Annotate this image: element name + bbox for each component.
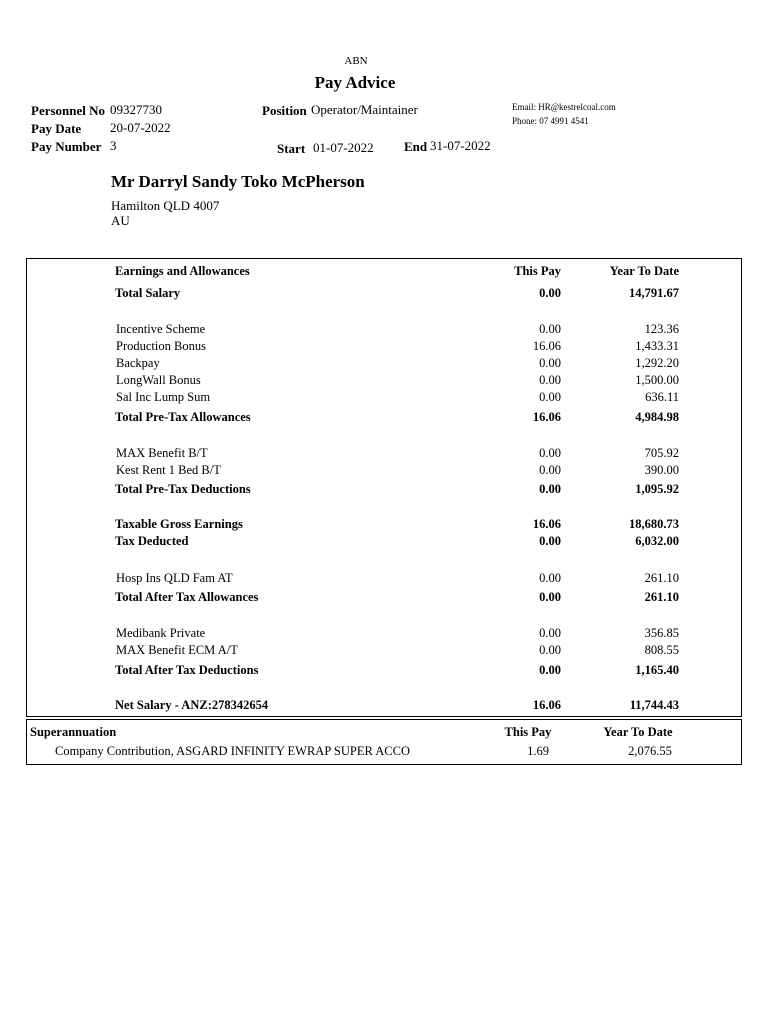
row-label: Total Pre-Tax Allowances bbox=[115, 410, 251, 424]
super-row-ytd: 2,076.55 bbox=[628, 744, 672, 758]
row-this-pay: 0.00 bbox=[539, 571, 561, 585]
table-row bbox=[27, 409, 741, 425]
row-ytd: 4,984.98 bbox=[635, 410, 679, 424]
table-row bbox=[27, 462, 741, 478]
row-ytd: 123.36 bbox=[644, 322, 679, 336]
row-label: Production Bonus bbox=[116, 339, 206, 353]
position-value: Operator/Maintainer bbox=[311, 102, 418, 117]
table-row bbox=[27, 642, 741, 658]
pay-number-label: Pay Number bbox=[31, 139, 102, 154]
pay-number-value: 3 bbox=[110, 138, 117, 153]
row-this-pay: 16.06 bbox=[532, 517, 561, 531]
row-this-pay: 0.00 bbox=[539, 446, 561, 460]
contact-phone: Phone: 07 4991 4541 bbox=[512, 116, 589, 126]
super-ytd-header: Year To Date bbox=[603, 725, 673, 739]
row-ytd: 11,744.43 bbox=[629, 698, 679, 712]
row-ytd: 390.00 bbox=[644, 463, 679, 477]
row-label: LongWall Bonus bbox=[116, 373, 201, 387]
net-salary-row bbox=[27, 697, 741, 713]
row-label: Medibank Private bbox=[116, 626, 206, 640]
row-label: Total After Tax Deductions bbox=[115, 663, 259, 677]
row-label: Sal Inc Lump Sum bbox=[116, 390, 211, 404]
employee-name: Mr Darryl Sandy Toko McPherson bbox=[111, 172, 365, 191]
row-label: Total Pre-Tax Deductions bbox=[115, 482, 251, 496]
abn-label: ABN bbox=[344, 55, 368, 67]
row-this-pay: 0.00 bbox=[539, 356, 561, 370]
row-this-pay: 0.00 bbox=[539, 390, 561, 404]
row-this-pay: 0.00 bbox=[539, 373, 561, 387]
superannuation-table bbox=[26, 719, 742, 765]
row-label: Total After Tax Allowances bbox=[115, 590, 259, 604]
earnings-table bbox=[26, 258, 742, 717]
row-this-pay: 0.00 bbox=[539, 286, 561, 300]
row-label: Backpay bbox=[116, 356, 160, 370]
row-ytd: 356.85 bbox=[644, 626, 679, 640]
start-value: 01-07-2022 bbox=[313, 140, 374, 155]
table-row bbox=[27, 355, 741, 371]
row-this-pay: 16.06 bbox=[532, 698, 561, 712]
table-row bbox=[27, 570, 741, 586]
row-ytd: 705.92 bbox=[644, 446, 679, 460]
row-this-pay: 0.00 bbox=[539, 482, 561, 496]
table-row bbox=[27, 338, 741, 354]
row-label: Incentive Scheme bbox=[116, 322, 206, 336]
row-label: MAX Benefit ECM A/T bbox=[116, 643, 238, 657]
row-ytd: 18,680.73 bbox=[629, 517, 679, 531]
end-label: End bbox=[404, 139, 428, 154]
super-row-label: Company Contribution, ASGARD INFINITY EWRAP SUPER ACCO bbox=[55, 744, 411, 758]
contact-email: Email: HR@kestrelcoal.com bbox=[512, 102, 616, 112]
pay-date-value: 20-07-2022 bbox=[110, 120, 171, 135]
address-line-2: AU bbox=[111, 213, 130, 228]
position-label: Position bbox=[262, 103, 307, 118]
super-this-pay-header: This Pay bbox=[504, 725, 552, 739]
table-row bbox=[27, 533, 741, 549]
row-label: Net Salary - ANZ:278342654 bbox=[115, 698, 269, 712]
address-line-1: Hamilton QLD 4007 bbox=[111, 198, 220, 213]
row-label: Taxable Gross Earnings bbox=[115, 517, 243, 531]
row-ytd: 6,032.00 bbox=[635, 534, 679, 548]
row-ytd: 1,165.40 bbox=[635, 663, 679, 677]
row-ytd: 1,500.00 bbox=[635, 373, 679, 387]
row-label: MAX Benefit B/T bbox=[116, 446, 208, 460]
earnings-header-row bbox=[27, 263, 741, 279]
row-label: Tax Deducted bbox=[115, 534, 189, 548]
super-heading: Superannuation bbox=[30, 725, 117, 739]
row-label: Hosp Ins QLD Fam AT bbox=[116, 571, 233, 585]
row-this-pay: 0.00 bbox=[539, 463, 561, 477]
table-row bbox=[27, 285, 741, 301]
row-ytd: 261.10 bbox=[644, 590, 679, 604]
end-value: 31-07-2022 bbox=[430, 138, 491, 153]
table-row bbox=[27, 372, 741, 388]
row-ytd: 808.55 bbox=[644, 643, 679, 657]
start-label: Start bbox=[277, 141, 306, 156]
row-this-pay: 0.00 bbox=[539, 590, 561, 604]
row-this-pay: 16.06 bbox=[532, 339, 561, 353]
row-label: Kest Rent 1 Bed B/T bbox=[116, 463, 221, 477]
row-ytd: 14,791.67 bbox=[629, 286, 679, 300]
row-this-pay: 0.00 bbox=[539, 322, 561, 336]
row-ytd: 1,433.31 bbox=[635, 339, 679, 353]
row-ytd: 1,095.92 bbox=[635, 482, 679, 496]
row-label: Total Salary bbox=[115, 286, 181, 300]
table-row bbox=[27, 321, 741, 337]
super-row-this-pay: 1.69 bbox=[527, 744, 549, 758]
table-row bbox=[27, 662, 741, 678]
row-ytd: 261.10 bbox=[644, 571, 679, 585]
ytd-header: Year To Date bbox=[609, 264, 679, 278]
this-pay-header: This Pay bbox=[514, 264, 561, 278]
table-row bbox=[27, 481, 741, 497]
personnel-no-value: 09327730 bbox=[110, 102, 162, 117]
table-row bbox=[27, 516, 741, 532]
row-this-pay: 0.00 bbox=[539, 534, 561, 548]
row-this-pay: 16.06 bbox=[532, 410, 561, 424]
row-ytd: 1,292.20 bbox=[635, 356, 679, 370]
table-row bbox=[27, 445, 741, 461]
personnel-no-label: Personnel No bbox=[31, 103, 106, 118]
row-this-pay: 0.00 bbox=[539, 663, 561, 677]
row-this-pay: 0.00 bbox=[539, 643, 561, 657]
row-ytd: 636.11 bbox=[645, 390, 679, 404]
row-this-pay: 0.00 bbox=[539, 626, 561, 640]
table-row bbox=[27, 389, 741, 405]
table-row bbox=[27, 589, 741, 605]
earnings-heading: Earnings and Allowances bbox=[115, 264, 250, 278]
table-row bbox=[27, 625, 741, 641]
page-title: Pay Advice bbox=[314, 73, 396, 92]
pay-date-label: Pay Date bbox=[31, 121, 82, 136]
